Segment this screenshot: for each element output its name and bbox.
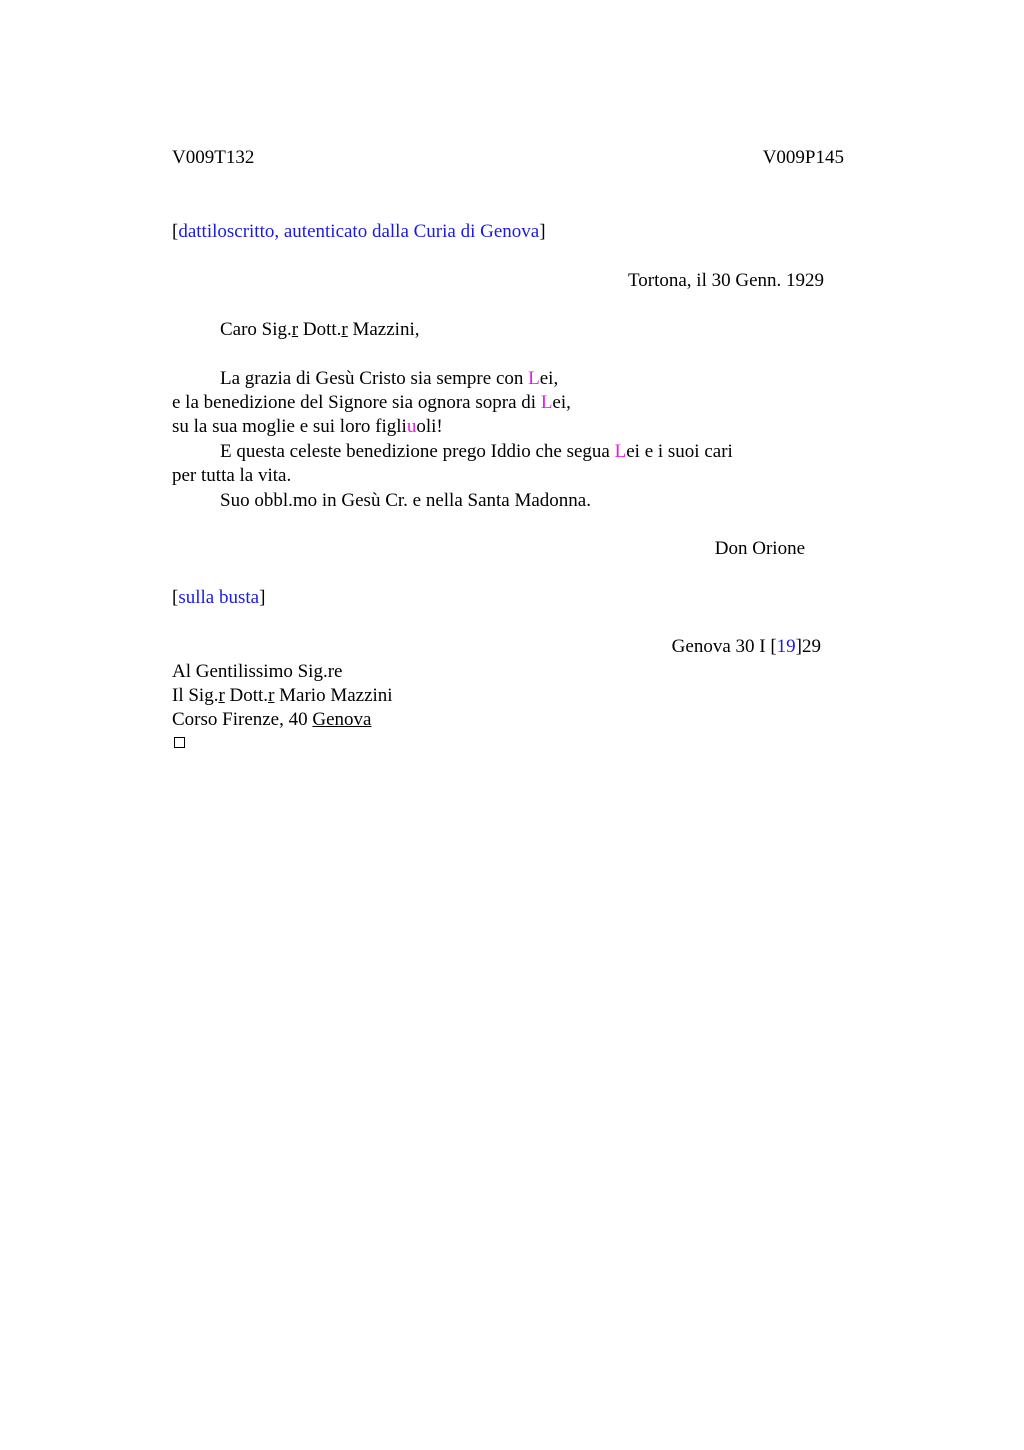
correction-mark: L	[528, 368, 540, 389]
editorial-note-text: sulla busta	[178, 587, 260, 608]
correction-mark: u	[406, 416, 417, 437]
letter-line: E questa celeste benedizione prego Iddio che segua Lei e i suoi cari	[220, 441, 733, 462]
editorial-note: [dattiloscritto, autenticato dalla Curia di Genova]	[172, 221, 546, 242]
address-line: Al Gentilissimo Sig.re	[172, 661, 343, 682]
correction-mark: L	[614, 441, 627, 462]
document-code-right: V009P145	[762, 147, 844, 168]
letter-line: su la sua moglie e sui loro figliuoli!	[172, 416, 443, 437]
editorial-note-text: dattiloscritto, autenticato dalla Curia di Genova	[178, 221, 540, 242]
letter-line: per tutta la vita.	[172, 465, 292, 486]
signature: Don Orione	[714, 538, 805, 559]
postmark: Genova 30 I [19]29	[671, 636, 821, 657]
placeholder-box-icon	[174, 737, 185, 748]
document-code-left: V009T132	[172, 147, 255, 168]
letter-line: La grazia di Gesù Cristo sia sempre con Lei,	[220, 368, 559, 389]
closing-line: Suo obbl.mo in Gesù Cr. e nella Santa Madonna.	[220, 490, 591, 511]
salutation: Caro Sig.r Dott.r Mazzini,	[220, 319, 420, 340]
editorial-note: [sulla busta]	[172, 587, 266, 608]
letter-line: e la benedizione del Signore sia ognora sopra di Lei,	[172, 392, 571, 413]
date-line: Tortona, il 30 Genn. 1929	[627, 270, 824, 291]
address-line: Il Sig.r Dott.r Mario Mazzini	[172, 685, 393, 706]
correction-mark: L	[540, 392, 553, 413]
address-line: Corso Firenze, 40 Genova	[172, 709, 372, 730]
